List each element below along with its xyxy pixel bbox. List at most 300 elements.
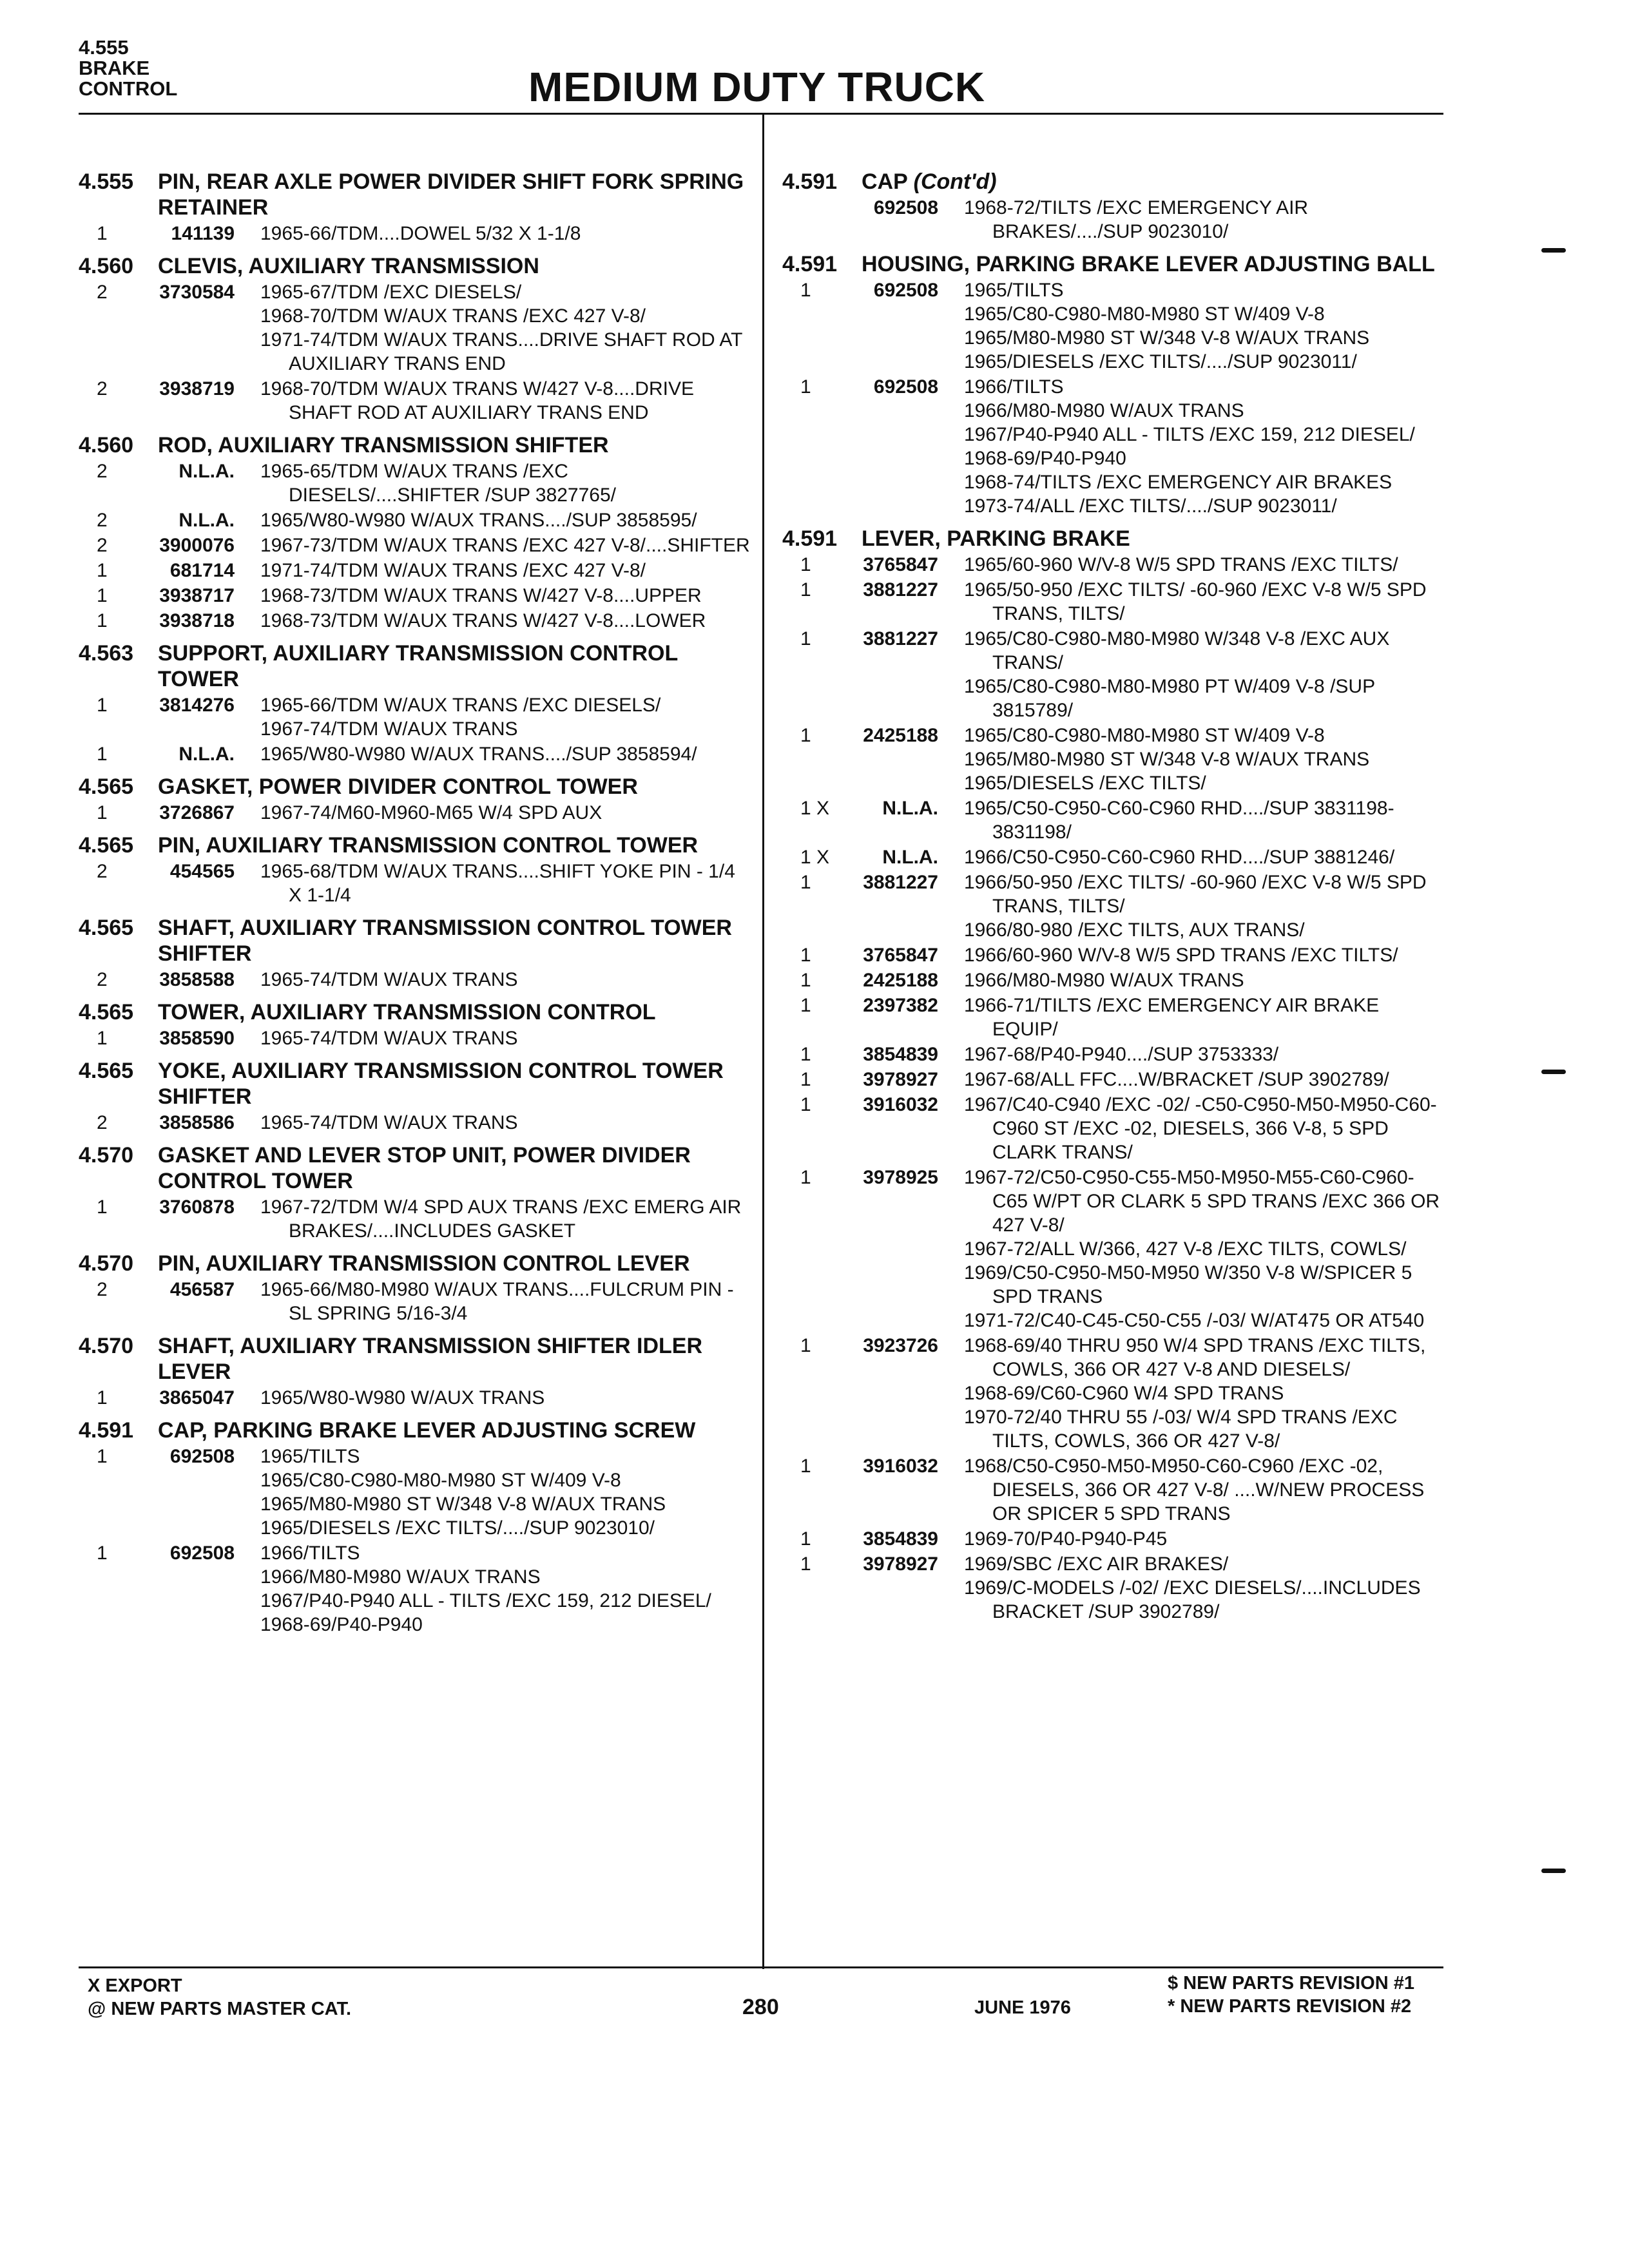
application-line: 1965/TILTS <box>964 280 1064 301</box>
part-row <box>782 1166 1446 1332</box>
part-row <box>79 1541 753 1637</box>
section-name-text: GASKET, POWER DIVIDER CONTROL TOWER <box>158 774 638 799</box>
section-number: 4.560 <box>79 254 134 278</box>
part-quantity: 1 <box>800 1094 811 1115</box>
continued-label: (Cont'd) <box>913 169 997 194</box>
part-number: 2425188 <box>863 725 938 746</box>
part-description <box>964 1068 1446 1091</box>
application-line: 1968-69/C60-C960 W/4 SPD TRANS <box>964 1383 1284 1404</box>
section-name-text: YOKE, AUXILIARY TRANSMISSION CONTROL TOWER SHIFTER <box>158 1059 724 1109</box>
part-description <box>260 508 753 532</box>
section-name <box>158 1251 753 1276</box>
part-number: 3881227 <box>863 579 938 601</box>
section-heading <box>79 774 753 800</box>
section-code-line: BRAKE <box>79 57 150 79</box>
part-number: 3881227 <box>863 872 938 893</box>
part-number: 3854839 <box>863 1044 938 1065</box>
application-line: 1965/M80-M980 ST W/348 V-8 W/AUX TRANS <box>964 327 1370 349</box>
part-row <box>782 796 1446 844</box>
part-row <box>782 1454 1446 1526</box>
part-quantity: 2 <box>97 861 108 882</box>
revision-marker <box>1541 1869 1566 1873</box>
application-line: 1969/SBC /EXC AIR BRAKES/ <box>964 1553 1229 1575</box>
application-line: 1967-72/TDM W/4 SPD AUX TRANS /EXC EMERG AIR BRAKES/....INCLUDES GASKET <box>260 1196 742 1242</box>
section-heading <box>79 432 753 458</box>
part-description <box>964 578 1446 626</box>
part-description <box>964 1043 1446 1066</box>
part-description <box>964 845 1446 869</box>
section-name-text: HOUSING, PARKING BRAKE LEVER ADJUSTING BALL <box>862 252 1435 276</box>
section-name <box>158 1333 753 1385</box>
page-title: MEDIUM DUTY TRUCK <box>528 64 986 110</box>
part-row <box>79 1195 753 1243</box>
column-divider <box>762 115 764 1969</box>
part-row <box>79 1386 753 1410</box>
application-line: 1965/DIESELS /EXC TILTS/ <box>964 773 1206 794</box>
part-quantity: 2 <box>97 1279 108 1300</box>
part-description <box>260 533 753 557</box>
application-line: 1966/M80-M980 W/AUX TRANS <box>964 970 1244 991</box>
section-name <box>158 915 753 966</box>
part-description <box>964 278 1446 374</box>
section-name-text: SHAFT, AUXILIARY TRANSMISSION CONTROL TOWER SHIFTER <box>158 916 732 966</box>
application-line: 1965-66/TDM....DOWEL 5/32 X 1-1/8 <box>260 223 581 244</box>
section-number: 4.563 <box>79 641 134 666</box>
part-row <box>782 845 1446 869</box>
part-number: 3730584 <box>159 282 235 303</box>
application-line: 1965/M80-M980 ST W/348 V-8 W/AUX TRANS <box>964 749 1370 770</box>
section-number: 4.570 <box>79 1251 134 1276</box>
part-quantity: 1 <box>800 628 811 649</box>
part-description <box>964 724 1446 795</box>
part-row <box>782 968 1446 992</box>
part-description <box>964 1527 1446 1551</box>
footer-revision-2: * NEW PARTS REVISION #2 <box>1168 1996 1412 2017</box>
part-quantity: 1 <box>97 1542 108 1564</box>
section-name <box>862 169 1446 195</box>
part-description <box>964 196 1446 244</box>
section-heading <box>782 526 1446 552</box>
application-line: 1968-69/P40-P940 <box>964 448 1126 469</box>
part-row <box>79 742 753 766</box>
part-number: 3854839 <box>863 1528 938 1550</box>
application-line: 1965-74/TDM W/AUX TRANS <box>260 1028 518 1049</box>
application-line: 1965-65/TDM W/AUX TRANS /EXC DIESELS/....SHIFTER /SUP 3827765/ <box>260 461 617 506</box>
application-line: 1968/C50-C950-M50-M950-C60-C960 /EXC -02, DIESELS, 366 OR 427 V-8/ ....W/NEW PROCESS OR SPICER 5 SPD TRANS <box>964 1456 1425 1524</box>
section-name <box>862 251 1446 277</box>
part-description <box>964 1093 1446 1164</box>
application-line: 1967-72/C50-C950-C55-M50-M950-M55-C60-C960-C65 W/PT OR CLARK 5 SPD TRANS /EXC 366 OR 427 V-8/ <box>964 1167 1440 1236</box>
part-quantity: 2 <box>97 282 108 303</box>
application-line: 1966/C50-C950-C60-C960 RHD..../SUP 3881246/ <box>964 847 1395 868</box>
application-line: 1965-66/M80-M980 W/AUX TRANS....FULCRUM PIN - SL SPRING 5/16-3/4 <box>260 1279 734 1324</box>
application-line: 1965/C80-C980-M80-M980 ST W/409 V-8 <box>964 725 1325 746</box>
part-quantity: 1 X <box>800 847 830 868</box>
application-line: 1967-74/M60-M960-M65 W/4 SPD AUX <box>260 802 602 823</box>
part-number: 692508 <box>169 1446 235 1467</box>
part-number: 3978925 <box>863 1167 938 1188</box>
section-name <box>158 1418 753 1443</box>
part-quantity: 2 <box>97 378 108 399</box>
part-quantity: 1 <box>97 1446 108 1467</box>
section-heading <box>79 1142 753 1194</box>
footer-export-note: X EXPORT <box>88 1975 182 1996</box>
part-quantity: 2 <box>97 969 108 990</box>
part-quantity: 1 <box>800 970 811 991</box>
part-row <box>782 1527 1446 1551</box>
revision-marker <box>1541 1070 1566 1074</box>
part-number: 3865047 <box>159 1387 235 1408</box>
part-row <box>782 578 1446 626</box>
application-line: 1965/TILTS <box>260 1446 360 1467</box>
application-line: 1967-68/ALL FFC....W/BRACKET /SUP 3902789/ <box>964 1069 1389 1090</box>
part-description <box>260 222 753 245</box>
part-quantity: 2 <box>97 535 108 556</box>
section-number: 4.591 <box>782 169 838 194</box>
part-description <box>260 693 753 741</box>
part-quantity: 1 <box>97 585 108 606</box>
part-number: 456587 <box>169 1279 235 1300</box>
section-heading <box>79 1418 753 1443</box>
section-name <box>158 169 753 220</box>
section-number: 4.591 <box>79 1418 134 1443</box>
application-line: 1965/DIESELS /EXC TILTS/..../SUP 9023011/ <box>964 351 1357 372</box>
part-number: 692508 <box>169 1542 235 1564</box>
application-line: 1965/C80-C980-M80-M980 PT W/409 V-8 /SUP 3815789/ <box>964 676 1375 721</box>
part-description <box>260 1111 753 1135</box>
header-rule <box>79 113 1443 115</box>
part-number: 692508 <box>873 197 938 218</box>
section-name-text: PIN, AUXILIARY TRANSMISSION CONTROL LEVER <box>158 1251 690 1276</box>
part-description <box>964 994 1446 1041</box>
part-row <box>782 943 1446 967</box>
section-heading <box>79 1333 753 1385</box>
part-number: 3765847 <box>863 554 938 575</box>
section-name-text: PIN, AUXILIARY TRANSMISSION CONTROL TOWER <box>158 833 699 858</box>
part-row <box>79 533 753 557</box>
part-quantity: 1 <box>97 802 108 823</box>
part-description <box>964 943 1446 967</box>
part-row <box>782 553 1446 577</box>
application-line: 1968-73/TDM W/AUX TRANS W/427 V-8....UPPER <box>260 585 702 606</box>
part-quantity: 1 <box>97 1196 108 1218</box>
footer-revision-1: $ NEW PARTS REVISION #1 <box>1168 1973 1414 1994</box>
part-row <box>79 559 753 582</box>
section-heading <box>79 169 753 220</box>
part-description <box>260 860 753 907</box>
part-quantity <box>782 196 827 244</box>
part-description <box>964 375 1446 518</box>
part-quantity: 1 <box>800 1069 811 1090</box>
application-line: 1965/DIESELS /EXC TILTS/..../SUP 9023010/ <box>260 1517 655 1539</box>
part-quantity: 1 <box>800 872 811 893</box>
revision-marker <box>1541 248 1566 253</box>
part-number: 3881227 <box>863 628 938 649</box>
part-number: 3916032 <box>863 1456 938 1477</box>
section-name-text: ROD, AUXILIARY TRANSMISSION SHIFTER <box>158 433 609 457</box>
section-heading <box>782 251 1446 277</box>
part-quantity: 1 <box>97 560 108 581</box>
section-name <box>158 774 753 800</box>
section-name-text: SUPPORT, AUXILIARY TRANSMISSION CONTROL TOWER <box>158 641 678 691</box>
application-line: 1966/TILTS <box>260 1542 360 1564</box>
application-line: 1968-73/TDM W/AUX TRANS W/427 V-8....LOWER <box>260 610 706 631</box>
section-number: 4.560 <box>79 433 134 457</box>
application-line: 1966/M80-M980 W/AUX TRANS <box>260 1566 541 1588</box>
part-description <box>964 968 1446 992</box>
part-quantity: 1 <box>800 376 811 398</box>
part-quantity: 1 <box>800 1553 811 1575</box>
application-line: 1966/80-980 /EXC TILTS, AUX TRANS/ <box>964 919 1305 941</box>
section-number: 4.555 <box>79 169 134 194</box>
section-name-text: CAP, PARKING BRAKE LEVER ADJUSTING SCREW <box>158 1418 696 1443</box>
section-number: 4.565 <box>79 833 134 858</box>
section-name <box>158 432 753 458</box>
section-number: 4.591 <box>782 252 838 276</box>
part-number: 3814276 <box>159 695 235 716</box>
application-line: 1971-74/TDM W/AUX TRANS /EXC 427 V-8/ <box>260 560 646 581</box>
part-description <box>260 1541 753 1637</box>
application-line: 1965-74/TDM W/AUX TRANS <box>260 969 518 990</box>
left-column <box>79 161 753 1637</box>
application-line: 1968-69/40 THRU 950 W/4 SPD TRANS /EXC TILTS, COWLS, 366 OR 427 V-8 AND DIESELS/ <box>964 1335 1426 1380</box>
part-quantity: 2 <box>97 1112 108 1133</box>
application-line: 1965-67/TDM /EXC DIESELS/ <box>260 282 522 303</box>
part-description <box>260 1195 753 1243</box>
part-number: 681714 <box>169 560 235 581</box>
footer-master-note: @ NEW PARTS MASTER CAT. <box>88 1999 352 2019</box>
section-code <box>79 37 177 99</box>
application-line: 1965-66/TDM W/AUX TRANS /EXC DIESELS/ <box>260 695 661 716</box>
section-code-line: CONTROL <box>79 77 178 100</box>
part-number: 3978927 <box>863 1553 938 1575</box>
application-line: 1966/M80-M980 W/AUX TRANS <box>964 400 1244 421</box>
part-number: N.L.A. <box>882 847 938 868</box>
part-description <box>260 801 753 825</box>
part-row <box>79 508 753 532</box>
section-name <box>158 1058 753 1110</box>
part-number: 3978927 <box>863 1069 938 1090</box>
section-number: 4.565 <box>79 1059 134 1083</box>
part-row <box>79 968 753 992</box>
part-number: 3765847 <box>863 945 938 966</box>
part-number: 3923726 <box>863 1335 938 1356</box>
part-row <box>79 801 753 825</box>
part-description <box>964 1552 1446 1624</box>
part-description <box>964 1334 1446 1453</box>
section-heading <box>79 253 753 279</box>
part-description <box>964 1454 1446 1526</box>
part-description <box>260 559 753 582</box>
part-row <box>782 724 1446 795</box>
part-description <box>260 1026 753 1050</box>
part-description <box>964 553 1446 577</box>
section-name <box>158 253 753 279</box>
part-quantity: 1 <box>800 1167 811 1188</box>
application-line: 1965/W80-W980 W/AUX TRANS..../SUP 3858595/ <box>260 510 697 531</box>
part-row <box>79 377 753 425</box>
part-quantity: 1 <box>97 1387 108 1408</box>
part-quantity: 1 <box>97 1028 108 1049</box>
section-name-text: TOWER, AUXILIARY TRANSMISSION CONTROL <box>158 1000 656 1024</box>
part-quantity: 1 <box>800 1528 811 1550</box>
part-description <box>260 1278 753 1325</box>
application-line: 1965/W80-W980 W/AUX TRANS <box>260 1387 545 1408</box>
part-number: 3938717 <box>159 585 235 606</box>
application-line: 1965-74/TDM W/AUX TRANS <box>260 1112 518 1133</box>
part-number: 692508 <box>873 280 938 301</box>
application-line: 1965/C80-C980-M80-M980 W/348 V-8 /EXC AUX TRANS/ <box>964 628 1390 673</box>
application-line: 1965/M80-M980 ST W/348 V-8 W/AUX TRANS <box>260 1494 666 1515</box>
part-description <box>260 742 753 766</box>
part-number: 3760878 <box>159 1196 235 1218</box>
section-heading <box>79 1251 753 1276</box>
part-description <box>260 1445 753 1540</box>
part-row <box>782 1068 1446 1091</box>
part-description <box>260 459 753 507</box>
application-line: 1968-72/TILTS /EXC EMERGENCY AIR BRAKES/..../SUP 9023010/ <box>964 197 1309 242</box>
application-line: 1971-72/C40-C45-C50-C55 /-03/ W/AT475 OR AT540 <box>964 1310 1425 1331</box>
part-number: 3916032 <box>863 1094 938 1115</box>
part-quantity: 1 <box>97 744 108 765</box>
application-line: 1967-68/P40-P940..../SUP 3753333/ <box>964 1044 1279 1065</box>
part-description <box>964 796 1446 844</box>
section-heading <box>782 169 1446 195</box>
section-number: 4.570 <box>79 1143 134 1168</box>
part-row <box>79 222 753 245</box>
part-description <box>260 584 753 608</box>
application-line: 1967/C40-C940 /EXC -02/ -C50-C950-M50-M950-C60-C960 ST /EXC -02, DIESELS, 366 V-8, 5 SPD CLARK TRANS/ <box>964 1094 1437 1163</box>
application-line: 1971-74/TDM W/AUX TRANS....DRIVE SHAFT ROD AT AUXILIARY TRANS END <box>260 329 742 374</box>
part-number: N.L.A. <box>882 798 938 819</box>
section-code-line: 4.555 <box>79 36 129 59</box>
application-line: 1966-71/TILTS /EXC EMERGENCY AIR BRAKE EQUIP/ <box>964 995 1380 1040</box>
part-quantity: 1 <box>800 1044 811 1065</box>
section-name <box>158 832 753 858</box>
application-line: 1968-69/P40-P940 <box>260 1614 423 1635</box>
part-quantity: 1 <box>800 725 811 746</box>
part-quantity: 1 <box>800 1456 811 1477</box>
part-row <box>79 1026 753 1050</box>
part-row <box>79 860 753 907</box>
part-description <box>260 280 753 376</box>
application-line: 1969/C-MODELS /-02/ /EXC DIESELS/....INCLUDES BRACKET /SUP 3902789/ <box>964 1577 1421 1622</box>
section-name <box>862 526 1446 552</box>
section-heading <box>79 640 753 692</box>
part-row <box>79 459 753 507</box>
part-quantity: 1 X <box>800 798 830 819</box>
application-line: 1965-68/TDM W/AUX TRANS....SHIFT YOKE PIN - 1/4 X 1-1/4 <box>260 861 735 906</box>
part-number: N.L.A. <box>178 744 235 765</box>
section-number: 4.565 <box>79 774 134 799</box>
part-number: 3858590 <box>159 1028 235 1049</box>
part-description <box>964 627 1446 722</box>
part-number: 692508 <box>873 376 938 398</box>
part-row <box>782 1093 1446 1164</box>
part-description <box>964 1166 1446 1332</box>
part-quantity: 1 <box>800 995 811 1016</box>
part-quantity: 1 <box>800 1335 811 1356</box>
application-line: 1965/W80-W980 W/AUX TRANS..../SUP 3858594/ <box>260 744 697 765</box>
part-row <box>79 609 753 633</box>
application-line: 1969-70/P40-P940-P45 <box>964 1528 1168 1550</box>
part-number: 141139 <box>171 223 235 244</box>
part-number: 2397382 <box>863 995 938 1016</box>
right-column <box>782 161 1446 1624</box>
part-row <box>782 375 1446 518</box>
application-line: 1967-72/ALL W/366, 427 V-8 /EXC TILTS, COWLS/ <box>964 1238 1407 1260</box>
section-number: 4.570 <box>79 1334 134 1358</box>
application-line: 1965/C80-C980-M80-M980 ST W/409 V-8 <box>260 1470 621 1491</box>
section-name <box>158 1142 753 1194</box>
part-number: 3938719 <box>159 378 235 399</box>
part-number: N.L.A. <box>178 510 235 531</box>
part-quantity: 1 <box>800 280 811 301</box>
application-line: 1966/60-960 W/V-8 W/5 SPD TRANS /EXC TILTS/ <box>964 945 1398 966</box>
part-quantity: 2 <box>97 461 108 482</box>
part-quantity: 1 <box>800 554 811 575</box>
part-row <box>782 196 1446 244</box>
part-number: N.L.A. <box>178 461 235 482</box>
part-row <box>782 1552 1446 1624</box>
part-row <box>79 1111 753 1135</box>
section-name-text: CAP <box>862 169 908 194</box>
part-description <box>260 968 753 992</box>
section-number: 4.565 <box>79 1000 134 1024</box>
application-line: 1965/C80-C980-M80-M980 ST W/409 V-8 <box>964 303 1325 325</box>
page-number: 280 <box>742 1995 779 2019</box>
application-line: 1966/50-950 /EXC TILTS/ -60-960 /EXC V-8 W/5 SPD TRANS, TILTS/ <box>964 872 1427 917</box>
application-line: 1965/C50-C950-C60-C960 RHD..../SUP 3831198-3831198/ <box>964 798 1394 843</box>
application-line: 1969/C50-C950-M50-M950 W/350 V-8 W/SPICER 5 SPD TRANS <box>964 1262 1412 1307</box>
part-number: 3726867 <box>159 802 235 823</box>
application-line: 1967-73/TDM W/AUX TRANS /EXC 427 V-8/....SHIFTER <box>260 535 750 556</box>
application-line: 1970-72/40 THRU 55 /-03/ W/4 SPD TRANS /EXC TILTS, COWLS, 366 OR 427 V-8/ <box>964 1407 1398 1452</box>
part-number: 3858586 <box>159 1112 235 1133</box>
part-row <box>79 584 753 608</box>
part-number: 3900076 <box>159 535 235 556</box>
part-row <box>782 1043 1446 1066</box>
part-number: 3858588 <box>159 969 235 990</box>
application-line: 1968-74/TILTS /EXC EMERGENCY AIR BRAKES <box>964 472 1393 493</box>
application-line: 1965/60-960 W/V-8 W/5 SPD TRANS /EXC TILTS/ <box>964 554 1398 575</box>
section-heading <box>79 999 753 1025</box>
part-row <box>782 278 1446 374</box>
part-quantity: 1 <box>97 223 108 244</box>
section-name-text: GASKET AND LEVER STOP UNIT, POWER DIVIDER CONTROL TOWER <box>158 1143 691 1193</box>
part-row <box>782 627 1446 722</box>
section-heading <box>79 832 753 858</box>
section-name-text: LEVER, PARKING BRAKE <box>862 526 1130 551</box>
section-name-text: PIN, REAR AXLE POWER DIVIDER SHIFT FORK SPRING RETAINER <box>158 169 744 220</box>
application-line: 1967-74/TDM W/AUX TRANS <box>260 718 518 740</box>
part-description <box>964 870 1446 942</box>
footer-date: JUNE 1976 <box>974 1997 1071 2018</box>
section-heading <box>79 1058 753 1110</box>
part-number: 454565 <box>169 861 235 882</box>
section-heading <box>79 915 753 966</box>
part-description <box>260 377 753 425</box>
part-quantity: 2 <box>97 510 108 531</box>
application-line: 1967/P40-P940 ALL - TILTS /EXC 159, 212 DIESEL/ <box>964 424 1415 445</box>
part-number: 2425188 <box>863 970 938 991</box>
section-name-text: SHAFT, AUXILIARY TRANSMISSION SHIFTER IDLER LEVER <box>158 1334 703 1384</box>
section-name <box>158 999 753 1025</box>
part-number: 3938718 <box>159 610 235 631</box>
part-row <box>782 870 1446 942</box>
application-line: 1968-70/TDM W/AUX TRANS W/427 V-8....DRIVE SHAFT ROD AT AUXILIARY TRANS END <box>260 378 694 423</box>
footer-rule <box>79 1966 1443 1968</box>
